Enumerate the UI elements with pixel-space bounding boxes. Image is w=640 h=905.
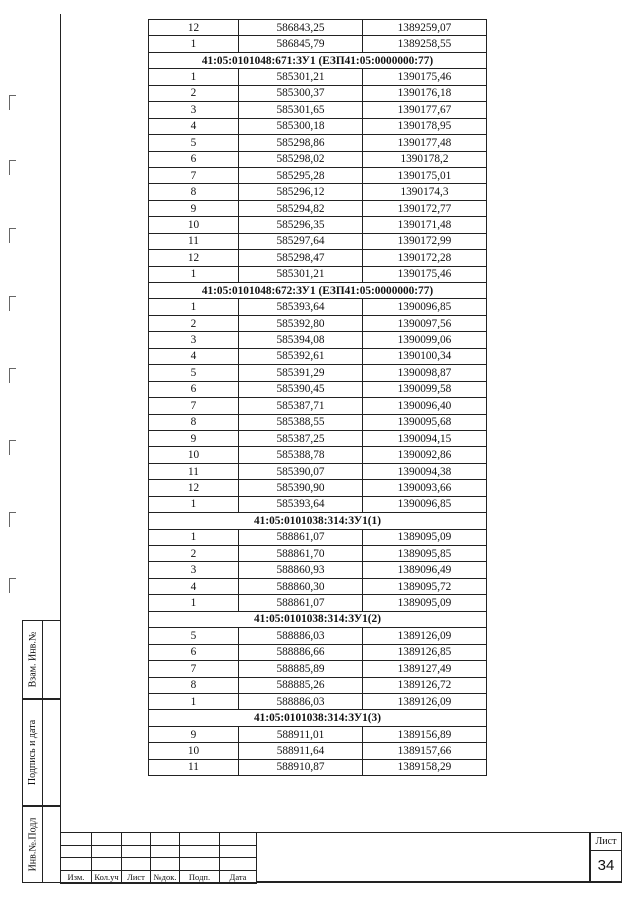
y-coordinate-cell: 1390172,28 (363, 250, 487, 266)
point-number-cell: 2 (149, 315, 239, 331)
col-kol-uch: Кол.уч (92, 871, 122, 884)
point-number-cell: 10 (149, 447, 239, 463)
y-coordinate-cell: 1389157,66 (363, 743, 487, 759)
table-row (149, 365, 487, 381)
point-number-cell: 9 (149, 200, 239, 216)
table-row (149, 348, 487, 364)
point-number-cell: 1 (149, 529, 239, 545)
scan-mark (9, 296, 16, 311)
table-row (149, 546, 487, 562)
col-ndok: №док. (151, 871, 180, 884)
table-row (149, 102, 487, 118)
table-row (149, 480, 487, 496)
point-number-cell: 3 (149, 562, 239, 578)
y-coordinate-cell: 1390097,56 (363, 315, 487, 331)
y-coordinate-cell: 1389095,72 (363, 578, 487, 594)
table-row (149, 20, 487, 36)
x-coordinate-cell: 585390,90 (239, 480, 363, 496)
table-row (149, 595, 487, 611)
point-number-cell: 8 (149, 184, 239, 200)
point-number-cell: 12 (149, 480, 239, 496)
x-coordinate-cell: 585300,18 (239, 118, 363, 134)
x-coordinate-cell: 588885,26 (239, 677, 363, 693)
table-row (149, 299, 487, 315)
point-number-cell: 9 (149, 726, 239, 742)
table-row (149, 726, 487, 742)
x-coordinate-cell: 588860,93 (239, 562, 363, 578)
x-coordinate-cell: 585296,35 (239, 217, 363, 233)
x-coordinate-cell: 585301,21 (239, 69, 363, 85)
y-coordinate-cell: 1390096,85 (363, 299, 487, 315)
revision-header-row (61, 871, 257, 884)
x-coordinate-cell: 588886,66 (239, 644, 363, 660)
point-number-cell: 5 (149, 135, 239, 151)
sheet-number-box (590, 832, 622, 882)
col-list: Лист (122, 871, 151, 884)
x-coordinate-cell: 585388,78 (239, 447, 363, 463)
point-number-cell: 5 (149, 628, 239, 644)
table-row (149, 315, 487, 331)
y-coordinate-cell: 1390175,01 (363, 167, 487, 183)
scan-mark (9, 578, 16, 593)
table-row (149, 677, 487, 693)
point-number-cell: 1 (149, 266, 239, 282)
x-coordinate-cell: 585388,55 (239, 414, 363, 430)
x-coordinate-cell: 585296,12 (239, 184, 363, 200)
scan-mark (9, 95, 16, 110)
table-row (149, 578, 487, 594)
table-row (149, 332, 487, 348)
parcel-header-row (149, 52, 487, 68)
x-coordinate-cell: 588886,03 (239, 628, 363, 644)
point-number-cell: 8 (149, 677, 239, 693)
y-coordinate-cell: 1389096,49 (363, 562, 487, 578)
x-coordinate-cell: 588861,07 (239, 595, 363, 611)
x-coordinate-cell: 585301,65 (239, 102, 363, 118)
y-coordinate-cell: 1389126,09 (363, 693, 487, 709)
point-number-cell: 2 (149, 85, 239, 101)
y-coordinate-cell: 1390095,68 (363, 414, 487, 430)
y-coordinate-cell: 1390177,67 (363, 102, 487, 118)
x-coordinate-cell: 585394,08 (239, 332, 363, 348)
point-number-cell: 10 (149, 217, 239, 233)
y-coordinate-cell: 1389126,09 (363, 628, 487, 644)
table-row (149, 463, 487, 479)
point-number-cell: 9 (149, 430, 239, 446)
x-coordinate-cell: 585387,25 (239, 430, 363, 446)
y-coordinate-cell: 1389095,09 (363, 529, 487, 545)
x-coordinate-cell: 588860,30 (239, 578, 363, 594)
table-row (149, 36, 487, 52)
title-block-main-field (256, 832, 590, 882)
stamp-inv-label: Инв.№.Подл (27, 817, 39, 872)
point-number-cell: 11 (149, 463, 239, 479)
y-coordinate-cell: 1390096,40 (363, 398, 487, 414)
y-coordinate-cell: 1389126,72 (363, 677, 487, 693)
y-coordinate-cell: 1390176,18 (363, 85, 487, 101)
point-number-cell: 4 (149, 578, 239, 594)
point-number-cell: 7 (149, 398, 239, 414)
y-coordinate-cell: 1390094,15 (363, 430, 487, 446)
table-row (149, 447, 487, 463)
y-coordinate-cell: 1389258,55 (363, 36, 487, 52)
parcel-header-row (149, 611, 487, 627)
y-coordinate-cell: 1390172,77 (363, 200, 487, 216)
table-row (149, 118, 487, 134)
x-coordinate-cell: 585393,64 (239, 496, 363, 512)
point-number-cell: 1 (149, 496, 239, 512)
parcel-header-cell: 41:05:0101048:671:ЗУ1 (ЕЗП41:05:0000000:77) (149, 52, 487, 68)
y-coordinate-cell: 1390175,46 (363, 69, 487, 85)
point-number-cell: 12 (149, 250, 239, 266)
stamp-podpis-label: Подпись и дата (27, 719, 38, 786)
table-row (149, 743, 487, 759)
x-coordinate-cell: 585295,28 (239, 167, 363, 183)
y-coordinate-cell: 1389127,49 (363, 661, 487, 677)
parcel-header-row (149, 283, 487, 299)
revision-grid (60, 832, 257, 884)
point-number-cell: 11 (149, 759, 239, 775)
table-row (149, 628, 487, 644)
x-coordinate-cell: 585294,82 (239, 200, 363, 216)
x-coordinate-cell: 588911,01 (239, 726, 363, 742)
y-coordinate-cell: 1389156,89 (363, 726, 487, 742)
y-coordinate-cell: 1390099,06 (363, 332, 487, 348)
table-row (149, 644, 487, 660)
point-number-cell: 6 (149, 151, 239, 167)
col-izm: Изм. (61, 871, 92, 884)
x-coordinate-cell: 585297,64 (239, 233, 363, 249)
point-number-cell: 3 (149, 102, 239, 118)
y-coordinate-cell: 1390178,2 (363, 151, 487, 167)
table-row (149, 135, 487, 151)
point-number-cell: 4 (149, 348, 239, 364)
y-coordinate-cell: 1390178,95 (363, 118, 487, 134)
y-coordinate-cell: 1390172,99 (363, 233, 487, 249)
table-row (149, 414, 487, 430)
y-coordinate-cell: 1389158,29 (363, 759, 487, 775)
y-coordinate-cell: 1390092,86 (363, 447, 487, 463)
x-coordinate-cell: 585301,21 (239, 266, 363, 282)
y-coordinate-cell: 1390171,48 (363, 217, 487, 233)
y-coordinate-cell: 1390094,38 (363, 463, 487, 479)
table-row (149, 759, 487, 775)
table-row (149, 250, 487, 266)
x-coordinate-cell: 585390,45 (239, 381, 363, 397)
x-coordinate-cell: 585387,71 (239, 398, 363, 414)
stamp-inv (22, 806, 60, 883)
table-row (149, 233, 487, 249)
x-coordinate-cell: 588861,07 (239, 529, 363, 545)
parcel-header-cell: 41:05:0101038:314:ЗУ1(3) (149, 710, 487, 726)
table-row (149, 85, 487, 101)
x-coordinate-cell: 585298,02 (239, 151, 363, 167)
table-row (149, 200, 487, 216)
x-coordinate-cell: 586845,79 (239, 36, 363, 52)
scan-mark (9, 512, 16, 527)
table-row (149, 184, 487, 200)
table-row (149, 430, 487, 446)
point-number-cell: 2 (149, 546, 239, 562)
parcel-header-row (149, 710, 487, 726)
table-row (149, 266, 487, 282)
x-coordinate-cell: 585298,47 (239, 250, 363, 266)
table-row (149, 496, 487, 512)
y-coordinate-cell: 1390175,46 (363, 266, 487, 282)
point-number-cell: 6 (149, 644, 239, 660)
point-number-cell: 6 (149, 381, 239, 397)
x-coordinate-cell: 585298,86 (239, 135, 363, 151)
x-coordinate-cell: 588885,89 (239, 661, 363, 677)
x-coordinate-cell: 585391,29 (239, 365, 363, 381)
y-coordinate-cell: 1390174,3 (363, 184, 487, 200)
point-number-cell: 1 (149, 595, 239, 611)
coordinates-table (148, 19, 487, 776)
frame-left-border (60, 14, 61, 882)
y-coordinate-cell: 1390098,87 (363, 365, 487, 381)
scan-mark (9, 440, 16, 455)
table-row (149, 151, 487, 167)
x-coordinate-cell: 585390,07 (239, 463, 363, 479)
table-row (149, 693, 487, 709)
scan-mark (9, 228, 16, 243)
stamp-vzam-label: Взам. Инв.№ (27, 631, 39, 688)
table-row (149, 69, 487, 85)
y-coordinate-cell: 1389095,85 (363, 546, 487, 562)
point-number-cell: 4 (149, 118, 239, 134)
table-row (149, 529, 487, 545)
parcel-header-cell: 41:05:0101038:314:ЗУ1(2) (149, 611, 487, 627)
y-coordinate-cell: 1389095,09 (363, 595, 487, 611)
point-number-cell: 1 (149, 36, 239, 52)
col-data: Дата (220, 871, 257, 884)
col-podp: Подп. (180, 871, 220, 884)
point-number-cell: 7 (149, 167, 239, 183)
x-coordinate-cell: 585393,64 (239, 299, 363, 315)
parcel-header-row (149, 513, 487, 529)
point-number-cell: 1 (149, 69, 239, 85)
scan-mark (9, 368, 16, 383)
y-coordinate-cell: 1389259,07 (363, 20, 487, 36)
point-number-cell: 8 (149, 414, 239, 430)
y-coordinate-cell: 1390096,85 (363, 496, 487, 512)
y-coordinate-cell: 1390093,66 (363, 480, 487, 496)
parcel-header-cell: 41:05:0101048:672:ЗУ1 (ЕЗП41:05:0000000:77) (149, 283, 487, 299)
point-number-cell: 10 (149, 743, 239, 759)
scan-mark (9, 160, 16, 175)
point-number-cell: 5 (149, 365, 239, 381)
point-number-cell: 7 (149, 661, 239, 677)
parcel-header-cell: 41:05:0101038:314:ЗУ1(1) (149, 513, 487, 529)
y-coordinate-cell: 1389126,85 (363, 644, 487, 660)
point-number-cell: 3 (149, 332, 239, 348)
point-number-cell: 12 (149, 20, 239, 36)
table-row (149, 167, 487, 183)
point-number-cell: 11 (149, 233, 239, 249)
x-coordinate-cell: 586843,25 (239, 20, 363, 36)
x-coordinate-cell: 588910,87 (239, 759, 363, 775)
coordinates-table-body (149, 20, 487, 776)
x-coordinate-cell: 588861,70 (239, 546, 363, 562)
table-row (149, 217, 487, 233)
table-row (149, 381, 487, 397)
x-coordinate-cell: 588911,64 (239, 743, 363, 759)
x-coordinate-cell: 585300,37 (239, 85, 363, 101)
point-number-cell: 1 (149, 299, 239, 315)
x-coordinate-cell: 585392,61 (239, 348, 363, 364)
table-row (149, 661, 487, 677)
table-row (149, 562, 487, 578)
sheet-label: Лист (595, 836, 617, 847)
y-coordinate-cell: 1390100,34 (363, 348, 487, 364)
sheet-number: 34 (597, 857, 615, 874)
point-number-cell: 1 (149, 693, 239, 709)
y-coordinate-cell: 1390099,58 (363, 381, 487, 397)
x-coordinate-cell: 585392,80 (239, 315, 363, 331)
table-row (149, 398, 487, 414)
x-coordinate-cell: 588886,03 (239, 693, 363, 709)
title-block (60, 832, 622, 883)
stamp-podpis (22, 699, 60, 806)
y-coordinate-cell: 1390177,48 (363, 135, 487, 151)
stamp-vzam (22, 620, 60, 699)
